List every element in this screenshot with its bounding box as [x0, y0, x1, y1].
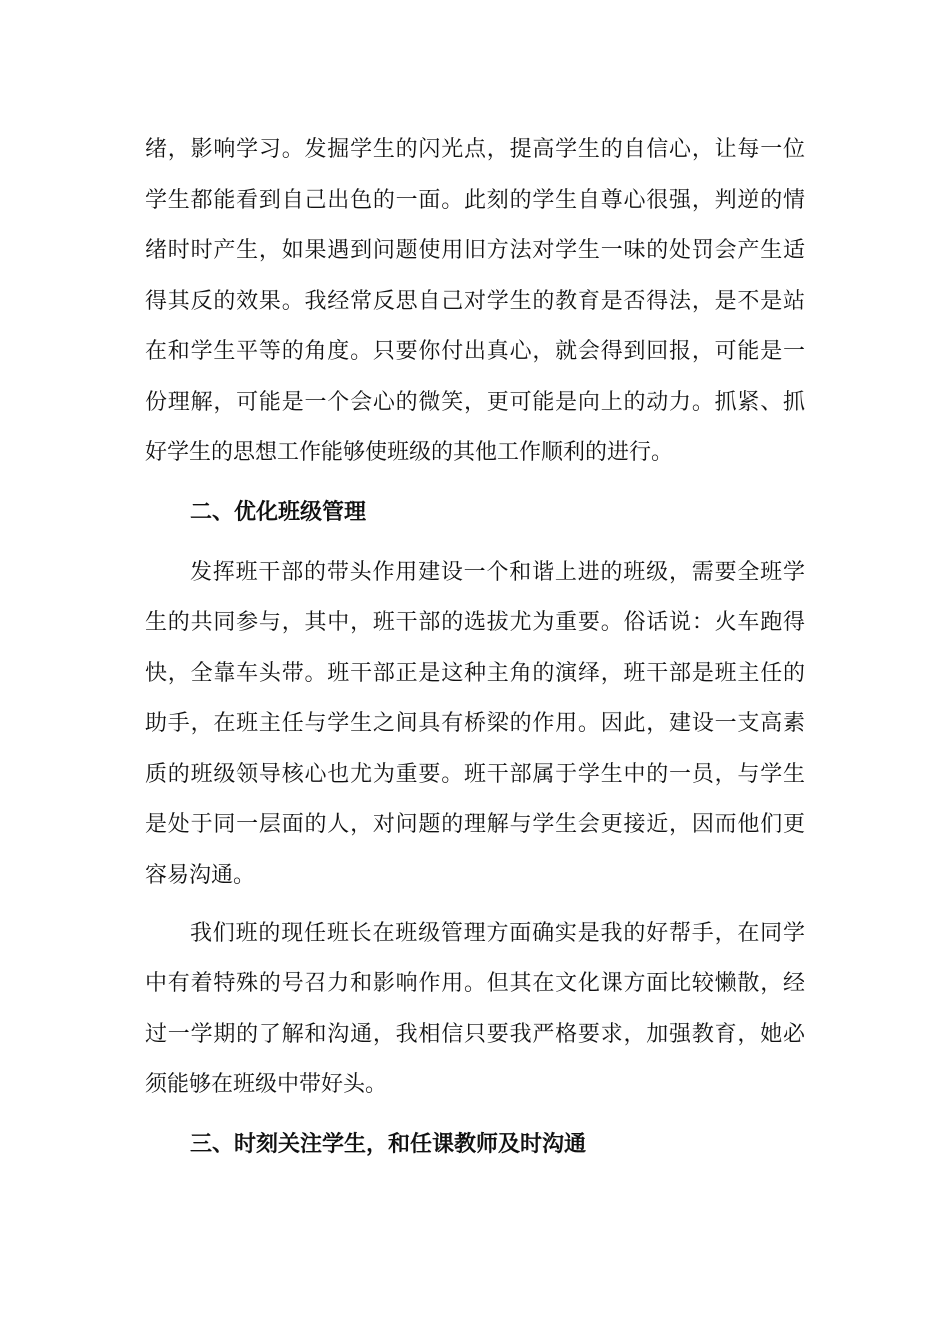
- paragraph-2-line-7: 容易沟通。: [145, 863, 256, 888]
- paragraph-3-line-4: 须能够在班级中带好头。: [145, 1072, 388, 1097]
- paragraph-1-line-7: 好学生的思想工作能够使班级的其他工作顺利的进行。: [145, 440, 674, 465]
- paragraph-1-line-4: 得其反的效果。我经常反思自己对学生的教育是否得法，是不是站: [145, 289, 805, 314]
- paragraph-1-line-1: 绪，影响学习。发掘学生的闪光点，提高学生的自信心，让每一位: [145, 137, 805, 162]
- paragraph-1-line-2: 学生都能看到自己出色的一面。此刻的学生自尊心很强，判逆的情: [145, 188, 805, 213]
- paragraph-2-line-3: 快，全靠车头带。班干部正是这种主角的演绎，班干部是班主任的: [145, 661, 805, 686]
- paragraph-1-line-3: 绪时时产生，如果遇到问题使用旧方法对学生一味的处罚会产生适: [145, 238, 805, 263]
- paragraph-2-line-2: 生的共同参与，其中，班干部的选拔尤为重要。俗话说：火车跑得: [145, 610, 805, 635]
- paragraph-3-line-2: 中有着特殊的号召力和影响作用。但其在文化课方面比较懒散，经: [145, 971, 805, 996]
- paragraph-1-line-5: 在和学生平等的角度。只要你付出真心，就会得到回报，可能是一: [145, 339, 805, 364]
- section-heading-2: 二、优化班级管理: [190, 500, 367, 525]
- paragraph-3-line-3: 过一学期的了解和沟通，我相信只要我严格要求，加强教育，她必: [145, 1022, 805, 1047]
- paragraph-1-line-6: 份理解，可能是一个会心的微笑，更可能是向上的动力。抓紧、抓: [145, 390, 805, 415]
- paragraph-2-line-4: 助手，在班主任与学生之间具有桥梁的作用。因此，建设一支高素: [145, 711, 805, 736]
- section-heading-3: 三、时刻关注学生，和任课教师及时沟通: [190, 1132, 587, 1157]
- paragraph-3-line-1: 我们班的现任班长在班级管理方面确实是我的好帮手，在同学: [190, 921, 805, 946]
- paragraph-2-line-1: 发挥班干部的带头作用建设一个和谐上进的班级，需要全班学: [190, 560, 805, 585]
- paragraph-2-line-6: 是处于同一层面的人，对问题的理解与学生会更接近，因而他们更: [145, 812, 805, 837]
- paragraph-2-line-5: 质的班级领导核心也尤为重要。班干部属于学生中的一员，与学生: [145, 762, 805, 787]
